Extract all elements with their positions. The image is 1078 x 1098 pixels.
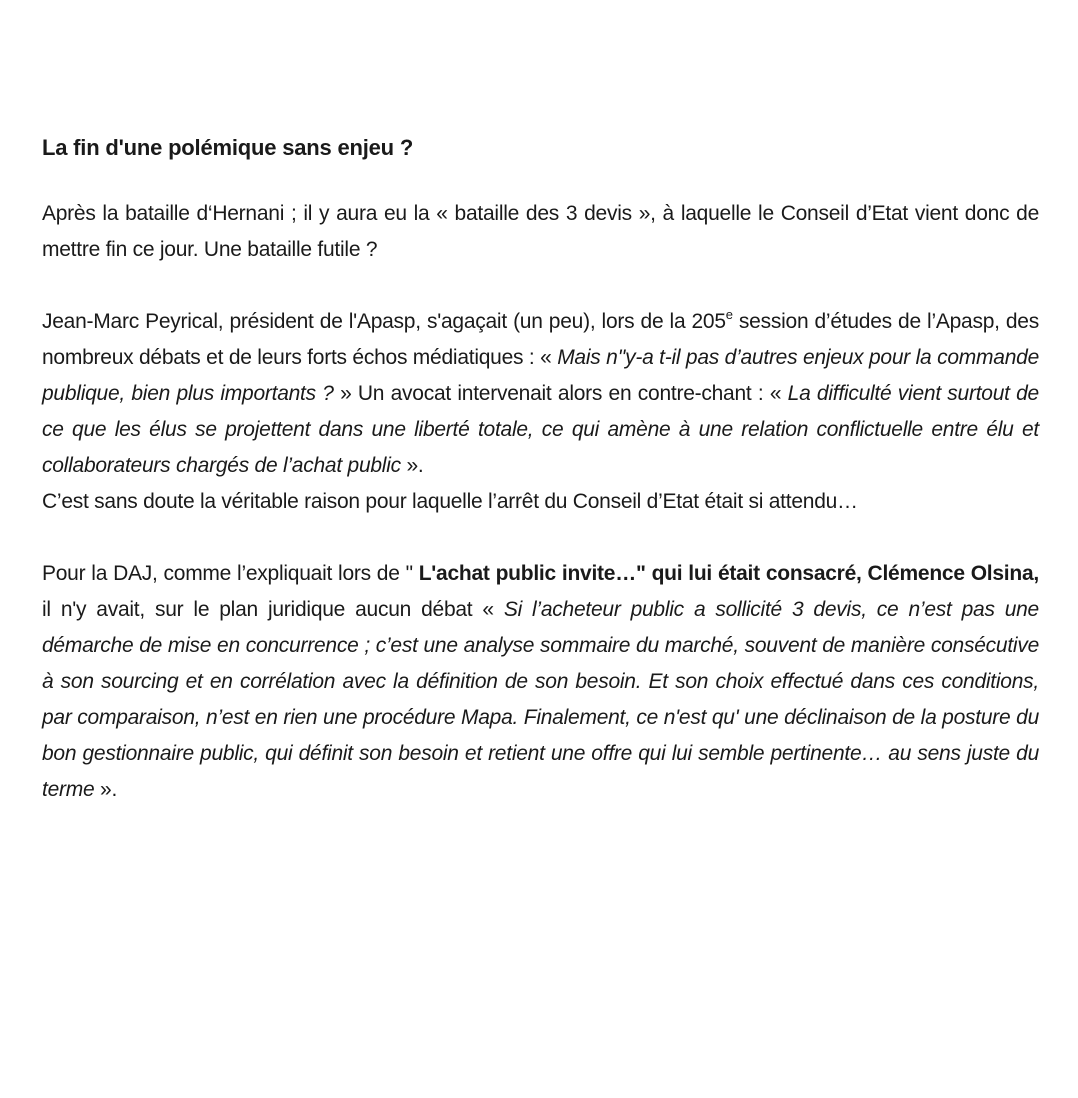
lawyer-quote: La difficulté vient surtout de ce que les élus se projettent dans une liberté totale, ce qui amène à une relation conflictuelle entre élu et collaborateurs chargés de l’achat public	[42, 382, 1039, 477]
peyrical-quote: Mais n''y-a t-il pas d’autres enjeux pour la commande publique, bien plus importants ?	[42, 346, 1039, 405]
lawyer-intro: » Un avocat intervenait alors en contre-chant : «	[333, 382, 788, 405]
daj-intro: Pour la DAJ, comme l’expliquait lors de "	[42, 562, 419, 585]
peyrical-session-text: session d’études de l’Apasp, des nombreux débats et de leurs forts échos médiatiques : «	[42, 310, 1039, 369]
daj-bold-reference: L'achat public invite…" qui lui était consacré, Clémence Olsina,	[418, 562, 1039, 585]
article-title: La fin d'une polémique sans enjeu ?	[42, 135, 414, 160]
article	[42, 130, 1039, 808]
paragraph-daj	[42, 556, 1039, 808]
lawyer-quote-end: ».	[400, 454, 424, 477]
daj-mid: il n'y avait, sur le plan juridique aucun débat «	[42, 598, 504, 621]
paragraph-hernani: Après la bataille d‘Hernani ; il y aura eu la « bataille des 3 devis », à laquelle le Conseil d’Etat vient donc de mettre fin ce jour. Une bataille futile ?	[42, 202, 1039, 261]
paragraph-spacer	[42, 520, 1039, 556]
paragraph-conclusion: C’est sans doute la véritable raison pour laquelle l’arrêt du Conseil d’Etat était si attendu…	[42, 490, 858, 513]
paragraph-spacer	[42, 268, 1039, 304]
ordinal-superscript: e	[725, 307, 733, 322]
peyrical-intro: Jean-Marc Peyrical, président de l'Apasp, s'agaçait (un peu), lors de la 205	[42, 310, 726, 333]
paragraph-peyrical	[42, 304, 1039, 484]
daj-quote: Si l’acheteur public a sollicité 3 devis, ce n’est pas une démarche de mise en concurrence ; c’est une analyse sommaire du marché, souvent de manière consécutive à son sourcing et en corrélation avec la définition de son besoin. Et son choix effectué dans ces conditions, par comparaison, n’est en rien une procédure Mapa. Finalement, ce n'est qu' une déclinaison de la posture du bon gestionnaire public, qui définit son besoin et retient une offre qui lui semble pertinente… au sens juste du terme	[42, 598, 1039, 801]
daj-quote-end: ».	[94, 778, 118, 801]
